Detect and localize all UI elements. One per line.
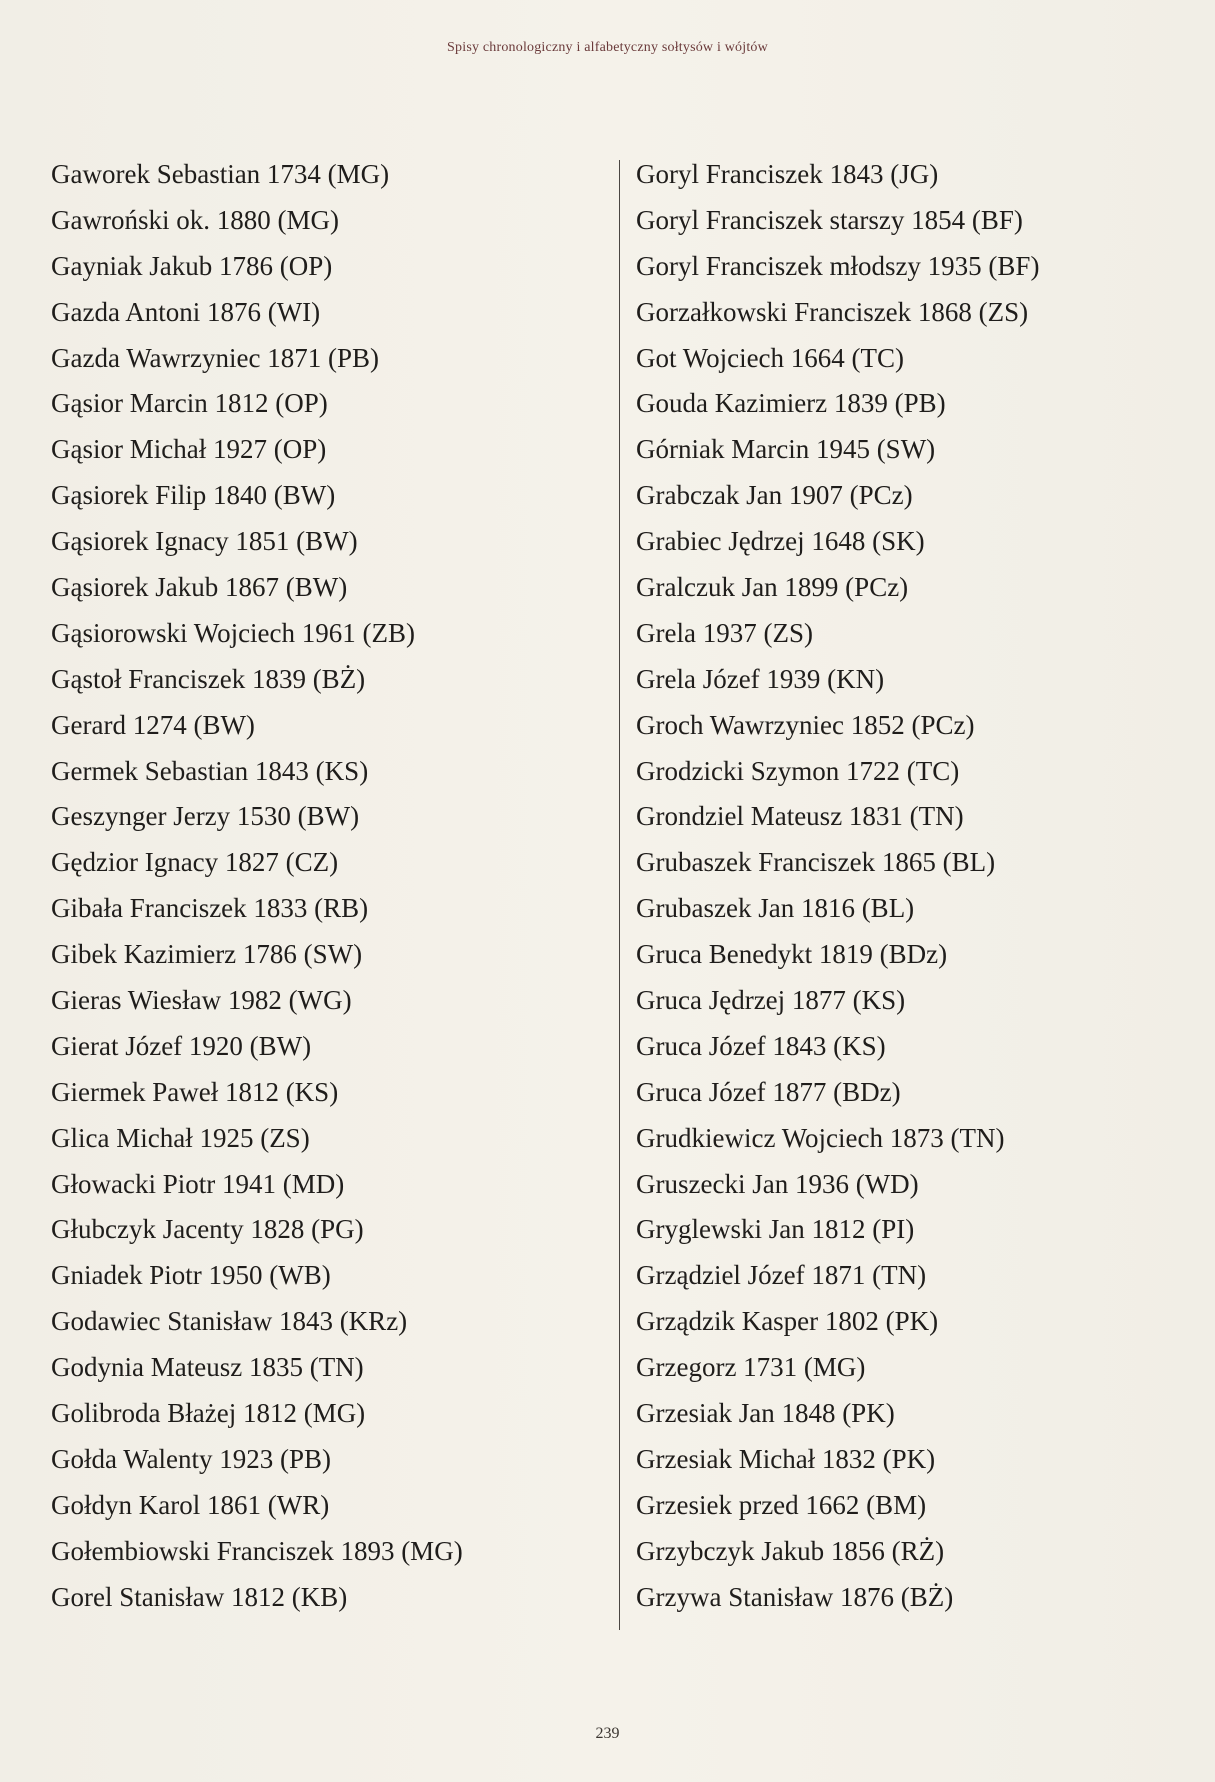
list-item: Grela Józef 1939 (KN): [636, 663, 885, 694]
running-header: Spisy chronologiczny i alfabetyczny sołtysów i wójtów: [447, 40, 768, 55]
list-item: Gruszecki Jan 1936 (WD): [636, 1168, 919, 1199]
list-item: Gąstoł Franciszek 1839 (BŻ): [51, 663, 366, 694]
list-item: Glica Michał 1925 (ZS): [51, 1122, 310, 1153]
list-item: Gołda Walenty 1923 (PB): [51, 1443, 332, 1474]
list-item: Goryl Franciszek 1843 (JG): [636, 159, 939, 189]
list-item: Gralczuk Jan 1899 (PCz): [636, 572, 909, 603]
list-item: Głowacki Piotr 1941 (MD): [51, 1168, 345, 1199]
list-item: Grzegorz 1731 (MG): [636, 1352, 866, 1383]
list-item: Goryl Franciszek starszy 1854 (BF): [636, 204, 1023, 235]
list-item: Gryglewski Jan 1812 (PI): [636, 1214, 915, 1245]
list-item: Goryl Franciszek młodszy 1935 (BF): [636, 250, 1040, 281]
list-item: Gieras Wiesław 1982 (WG): [51, 985, 352, 1016]
list-item: Gibała Franciszek 1833 (RB): [51, 893, 369, 924]
list-item: Gędzior Ignacy 1827 (CZ): [51, 847, 339, 878]
list-item: Germek Sebastian 1843 (KS): [51, 755, 369, 786]
list-item: Gouda Kazimierz 1839 (PB): [636, 388, 946, 419]
list-item: Gerard 1274 (BW): [51, 709, 255, 740]
list-item: Gazda Wawrzyniec 1871 (PB): [51, 342, 379, 373]
list-item: Gazda Antoni 1876 (WI): [51, 296, 321, 327]
right-column-list: [636, 152, 1196, 1621]
list-item: Geszynger Jerzy 1530 (BW): [51, 801, 360, 832]
list-item: Godawiec Stanisław 1843 (KRz): [51, 1306, 408, 1337]
list-item: Gorel Stanisław 1812 (KB): [51, 1581, 348, 1612]
list-item: Grabczak Jan 1907 (PCz): [636, 480, 913, 511]
list-item: Grzybczyk Jakub 1856 (RŻ): [636, 1535, 945, 1566]
list-item: Grzywa Stanisław 1876 (BŻ): [636, 1581, 954, 1612]
list-item: Gniadek Piotr 1950 (WB): [51, 1260, 331, 1291]
list-item: Gąsiorowski Wojciech 1961 (ZB): [51, 617, 416, 648]
list-item: Grzesiak Jan 1848 (PK): [636, 1398, 895, 1429]
list-item: Grzesiek przed 1662 (BM): [636, 1489, 927, 1520]
list-item: Gayniak Jakub 1786 (OP): [51, 250, 333, 281]
list-item: Gierat Józef 1920 (BW): [51, 1030, 312, 1061]
list-item: Gruca Benedykt 1819 (BDz): [636, 939, 948, 970]
list-item: Grudkiewicz Wojciech 1873 (TN): [636, 1122, 1005, 1153]
list-item: Gołdyn Karol 1861 (WR): [51, 1489, 330, 1520]
left-column-list: [51, 152, 611, 1621]
list-item: Grondziel Mateusz 1831 (TN): [636, 801, 964, 832]
list-item: Gaworek Sebastian 1734 (MG): [51, 159, 390, 189]
list-item: Górniak Marcin 1945 (SW): [636, 434, 936, 465]
list-item: Gorzałkowski Franciszek 1868 (ZS): [636, 296, 1029, 327]
list-item: Gruca Józef 1877 (BDz): [636, 1076, 901, 1107]
list-item: Grzesiak Michał 1832 (PK): [636, 1443, 936, 1474]
list-item: Gąsior Marcin 1812 (OP): [51, 388, 328, 419]
list-item: Grabiec Jędrzej 1648 (SK): [636, 526, 925, 557]
list-item: Giermek Paweł 1812 (KS): [51, 1076, 339, 1107]
list-item: Gąsiorek Jakub 1867 (BW): [51, 572, 348, 603]
list-item: Głubczyk Jacenty 1828 (PG): [51, 1214, 364, 1245]
list-item: Grela 1937 (ZS): [636, 617, 813, 648]
list-item: Groch Wawrzyniec 1852 (PCz): [636, 709, 975, 740]
list-item: Godynia Mateusz 1835 (TN): [51, 1352, 364, 1383]
list-item: Gąsiorek Filip 1840 (BW): [51, 480, 336, 511]
list-item: Gąsiorek Ignacy 1851 (BW): [51, 526, 358, 557]
list-item: Gruca Józef 1843 (KS): [636, 1030, 886, 1061]
list-item: Grządzik Kasper 1802 (PK): [636, 1306, 939, 1337]
list-item: Gąsior Michał 1927 (OP): [51, 434, 327, 465]
page-number: 239: [595, 1725, 620, 1742]
list-item: Grodzicki Szymon 1722 (TC): [636, 755, 960, 786]
list-item: Golibroda Błażej 1812 (MG): [51, 1398, 366, 1429]
list-item: Gawroński ok. 1880 (MG): [51, 204, 339, 235]
list-item: Gibek Kazimierz 1786 (SW): [51, 939, 363, 970]
list-item: Grubaszek Jan 1816 (BL): [636, 893, 915, 924]
list-item: Gruca Jędrzej 1877 (KS): [636, 985, 906, 1016]
list-item: Gołembiowski Franciszek 1893 (MG): [51, 1535, 463, 1566]
list-item: Got Wojciech 1664 (TC): [636, 342, 905, 373]
list-item: Grubaszek Franciszek 1865 (BL): [636, 847, 996, 878]
list-item: Grządziel Józef 1871 (TN): [636, 1260, 927, 1291]
column-divider: [619, 160, 620, 1630]
